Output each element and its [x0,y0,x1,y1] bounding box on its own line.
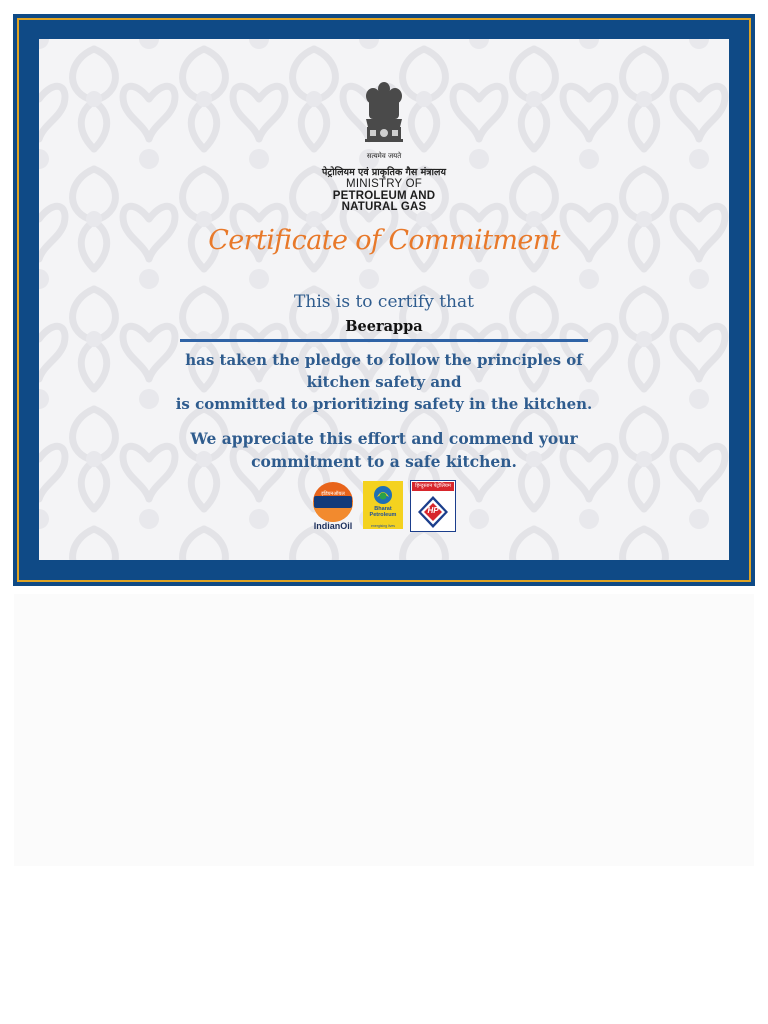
hp-logo [410,480,456,532]
background-band [14,594,754,866]
hp-mark: HP [427,506,439,515]
certificate-body [39,39,729,560]
ministry-line-3: NATURAL GAS [341,201,427,213]
bp-name: Bharat Petroleum [369,506,397,518]
appreciation-line-2: commitment to a safe kitchen. [251,452,517,471]
certificate-title: Certificate of Commitment [208,225,560,256]
pledge-line-2: kitchen safety and [306,373,462,391]
ministry-line-1: MINISTRY OF [346,178,422,190]
pledge-line-1: has taken the pledge to follow the principles of [185,351,583,369]
appreciation-line-1: We appreciate this effort and commend your [190,429,578,448]
certify-text: This is to certify that [294,292,474,312]
ministry-name-hindi: पेट्रोलियम एवं प्राकृतिक गैस मंत्रालय [322,167,446,178]
appreciation-text [39,427,729,473]
name-underline [180,339,588,342]
emblem-motto: सत्यमेव जयते [366,152,402,160]
ministry-name-english [39,179,729,214]
pledge-text [39,349,729,415]
hp-banner-text: हिन्दुस्तान पेट्रोलियम [415,483,451,489]
recipient-name: Beerappa [345,318,423,335]
indianoil-caption: IndianOil [313,521,353,531]
indianoil-badge-text: इंडियनऑयल [321,491,345,497]
ministry-line-2: PETROLEUM AND [332,189,436,202]
indianoil-emblem-icon [310,481,356,523]
bp-tagline: energising lives [370,524,396,528]
national-emblem-icon [357,79,411,153]
certificate-frame [13,14,755,586]
pledge-line-3: is committed to prioritizing safety in the kitchen. [175,395,593,413]
partner-logos [310,479,470,535]
indianoil-logo [310,481,356,533]
bharat-petroleum-logo [363,481,403,533]
